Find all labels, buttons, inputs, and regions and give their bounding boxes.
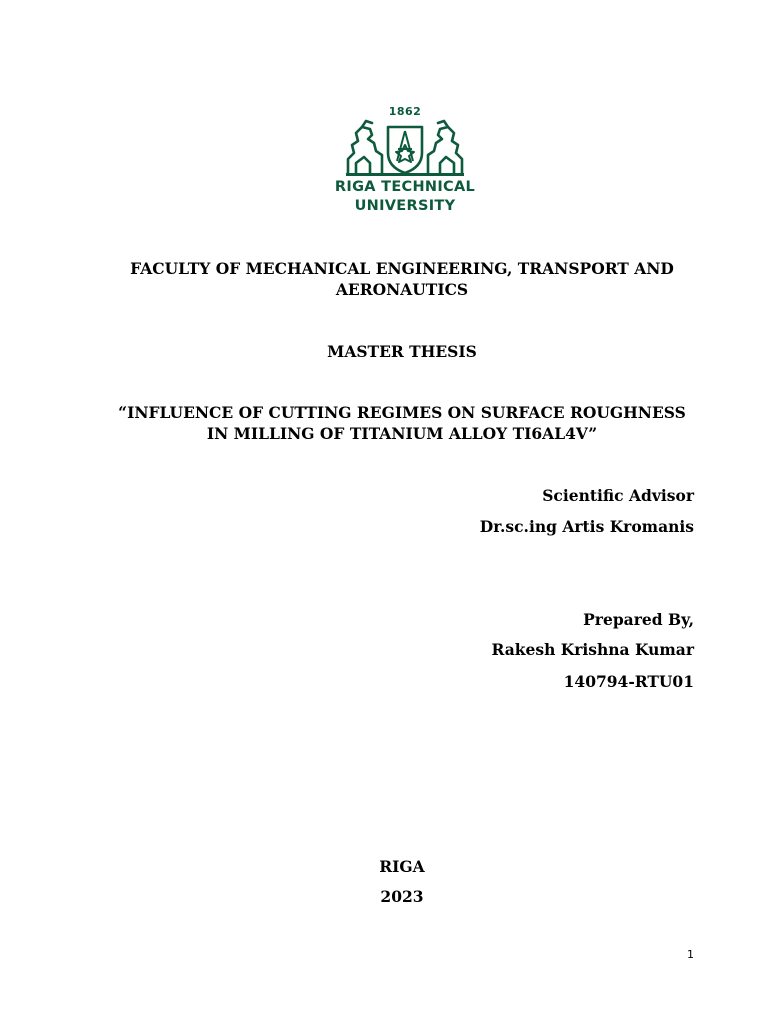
advisor-name: Dr.sc.ing Artis Kromanis (479, 517, 694, 536)
thesis-title-line2: IN MILLING OF TITANIUM ALLOY TI6AL4V” (206, 424, 598, 443)
thesis-title-line1: “INFLUENCE OF CUTTING REGIMES ON SURFACE ROUGHNESS (118, 403, 686, 422)
rtu-crest-icon (342, 119, 468, 177)
faculty-line1: FACULTY OF MECHANICAL ENGINEERING, TRANSPORT AND (130, 259, 674, 278)
faculty-line2: AERONAUTICS (335, 280, 469, 299)
page-number: 1 (687, 948, 694, 961)
place: RIGA (379, 857, 425, 876)
logo-name-line1: RIGA TECHNICAL (334, 179, 476, 195)
advisor-label: Scientific Advisor (542, 486, 694, 505)
author-id: 140794-RTU01 (563, 672, 694, 691)
university-logo (330, 105, 480, 217)
author-name: Rakesh Krishna Kumar (491, 640, 694, 659)
document-type: MASTER THESIS (327, 342, 477, 361)
logo-year: 1862 (388, 105, 422, 118)
author-label: Prepared By, (583, 610, 694, 629)
logo-name-line2: UNIVERSITY (354, 198, 456, 214)
year: 2023 (380, 887, 424, 906)
